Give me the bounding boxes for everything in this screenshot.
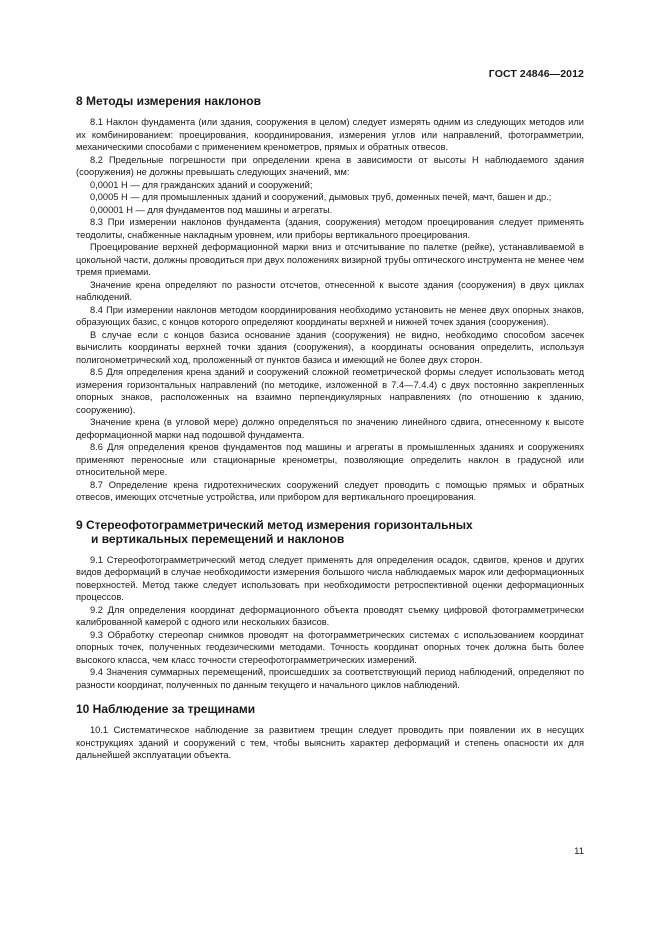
paragraph-8-3: 8.3 При измерении наклонов фундамента (здания, сооружения) методом проецирования следует применять теодолиты, снабженные накладным уровнем, или приборы вертикального проецирования.	[76, 217, 584, 240]
paragraph-8-2-item-1: 0,0001 H — для гражданских зданий и сооружений;	[90, 179, 313, 190]
paragraph-8-4: 8.4 При измерении наклонов методом координирования необходимо установить не менее двух опорных знаков, образующих базис, с концов которого определяют координаты верхней и нижней точек здания (сооружения).	[76, 304, 584, 327]
document-code: ГОСТ 24846—2012	[488, 68, 584, 80]
paragraph-8-7: 8.7 Определение крена гидротехнических сооружений следует проводить с помощью прямых и обратных отвесов, имеющих отсчетные устройства, или прибором для вертикального проецирования.	[76, 479, 584, 502]
paragraph-8-2-item-3: 0,00001 H — для фундаментов под машины и агрегаты.	[90, 204, 333, 215]
section-10-title: 10 Наблюдение за трещинами	[76, 702, 256, 716]
page-number: 11	[574, 846, 584, 857]
paragraph-8-2: 8.2 Предельные погрешности при определении крена в зависимости от высоты H наблюдаемого здания (сооружения) не должны превышать следующих значений, мм:	[76, 154, 584, 177]
paragraph-8-3-b: Значение крена определяют по разности отсчетов, отнесенной к высоте здания (сооружения) в двух циклах наблюдений.	[76, 279, 584, 302]
paragraph-10-1: 10.1 Систематическое наблюдение за развитием трещин следует проводить при появлении их в несущих конструкциях зданий и сооружений с тем, чтобы выяснить характер деформаций и степень опасности их для дальнейшей эксплуатации объекта.	[76, 725, 584, 760]
paragraph-8-5-a: Значение крена (в угловой мере) должно определяться по значению линейного сдвига, отнесенному к высоте деформационной марки над подошвой фундамента.	[76, 417, 584, 440]
page-content	[76, 94, 584, 762]
paragraph-9-1: 9.1 Стереофотограмметрический метод следует применять для определения осадок, сдвигов, кренов и других видов деформаций в случае необходимости измерения большого числа наблюдаемых марок или деформационных поверхностей. Метод также следует использовать при необходимости ретроспективной оценки деформационных процессов.	[76, 554, 584, 602]
paragraph-8-4-a: В случае если с концов базиса основание здания (сооружения) не видно, необходимо способом засечек вычислить координаты верхней точки здания (сооружения), а координаты основания определить, используя полигонометрический ход, проложенный от пунктов базиса и имеющий не более двух сторон.	[76, 329, 584, 365]
paragraph-8-2-item-2: 0,0005 H — для промышленных зданий и сооружений, дымовых труб, доменных печей, мачт, башен и др.;	[90, 192, 552, 202]
paragraph-8-3-a: Проецирование верхней деформационной марки вниз и отсчитывание по палетке (рейке), устанавливаемой в цокольной части, должны проводиться при двух положениях визирной трубы оптического инструмента не менее чем тремя приемами.	[76, 242, 584, 277]
paragraph-9-4: 9.4 Значения суммарных перемещений, происшедших за соответствующий период наблюдений, определяют по разности координат, полученных по данным текущего и начального циклов наблюдений.	[76, 667, 584, 690]
section-9	[76, 518, 584, 692]
section-8-title: 8 Методы измерения наклонов	[76, 94, 261, 108]
paragraph-9-3: 9.3 Обработку стереопар снимков проводят на фотограмметрических системах с использованием координат опорных точек, полученных геодезическими методами. Точность координат опорных точек должна быть более высокого класса, чем класс точности стереофотограмметрических измерений.	[76, 629, 584, 665]
section-9-title: 9 Стереофотограмметрический метод измерения горизонтальных и вертикальных перемещений и наклонов	[76, 517, 473, 546]
paragraph-8-1: 8.1 Наклон фундамента (или здания, сооружения в целом) следует измерять одним из следующих методов или их комбинированием: проецирования, координирования, измерения углов или направлений, фотограмметрии, механическими способами с применением кренометров, прямых и обратных отвесов.	[76, 117, 584, 152]
paragraph-8-6: 8.6 Для определения кренов фундаментов под машины и агрегаты в промышленных зданиях и сооружениях применяют переносные или стационарные кренометры, позволяющие определить наклон в градусной или относительной мере.	[76, 442, 584, 477]
section-10	[76, 702, 584, 762]
paragraph-8-5: 8.5 Для определения крена зданий и сооружений сложной геометрической формы следует использовать метод измерения горизонтальных направлений (по методике, изложенной в 7.4—7.4.4) с двух постоянно закрепленных опорных знаков, расположенных на взаимно перпендикулярных направлениях (по отношению к зданию, сооружению).	[76, 367, 584, 415]
paragraph-9-2: 9.2 Для определения координат деформационного объекта проводят съемку цифровой фотограмметрически калиброванной камерой с одного или нескольких базисов.	[76, 604, 584, 627]
section-8	[76, 94, 584, 504]
